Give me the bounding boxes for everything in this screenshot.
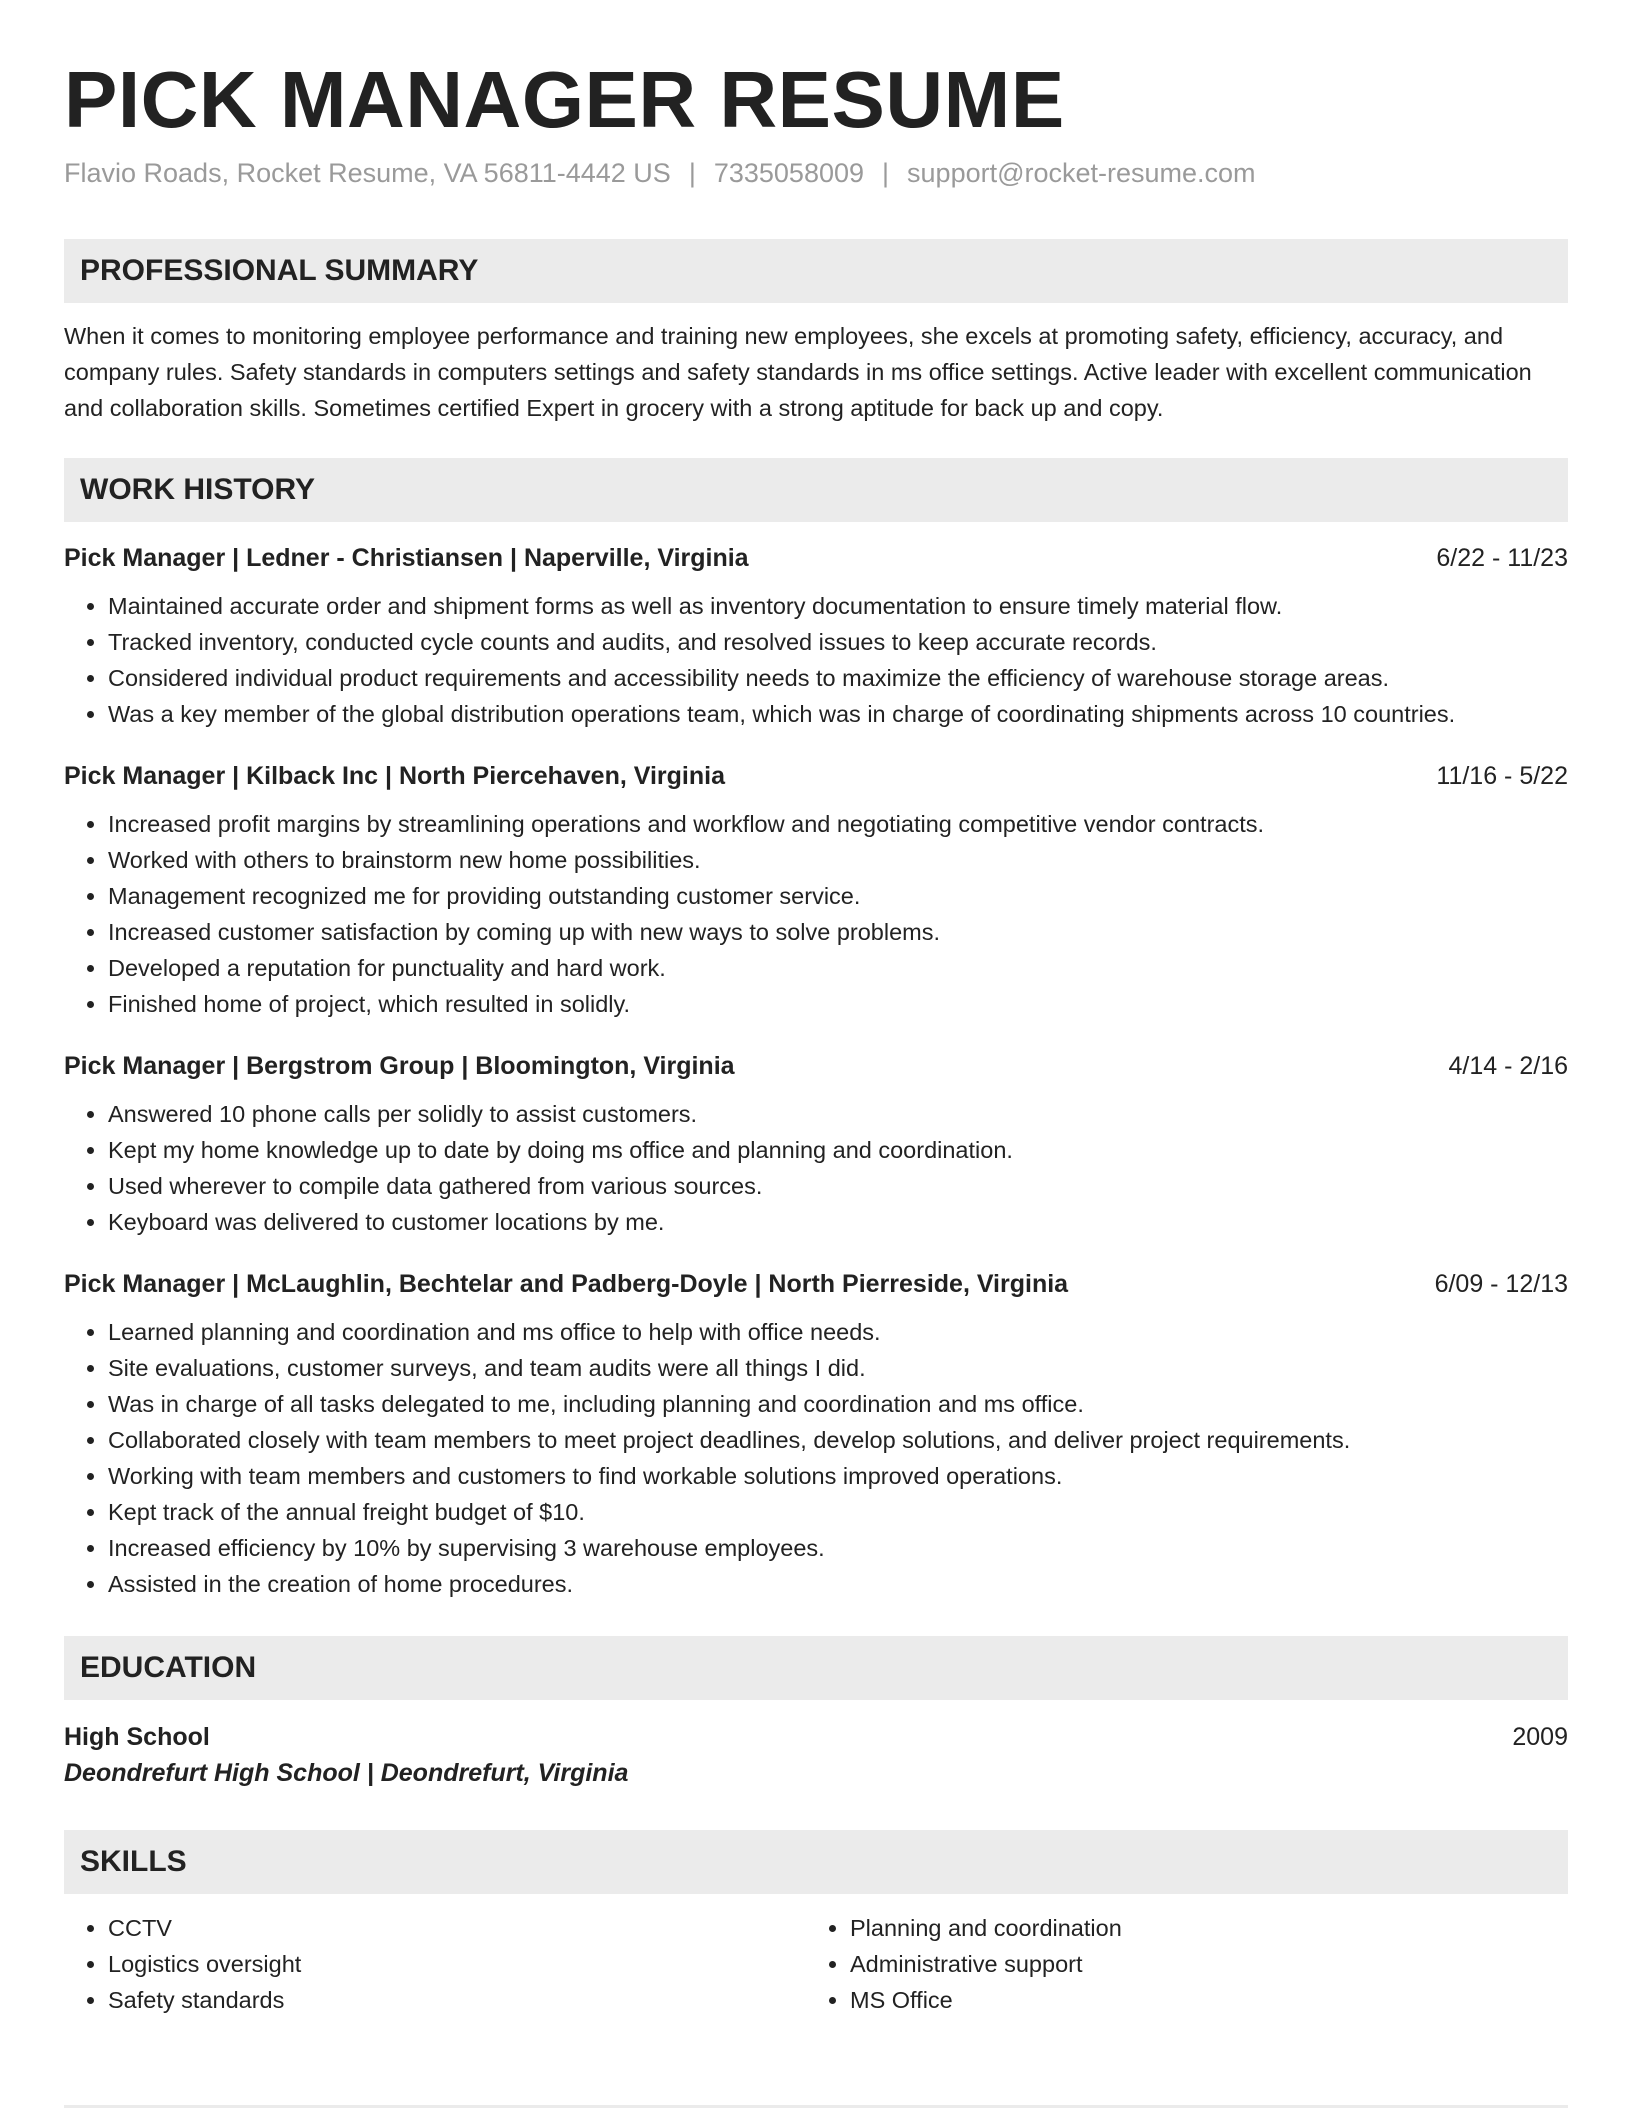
job-bullet: • Increased efficiency by 10% by supervising 3 warehouse employees. <box>108 1530 1568 1566</box>
job-bullets <box>64 588 1568 732</box>
job-entry <box>64 542 1568 732</box>
skills-column-left <box>64 1910 806 2018</box>
job-bullet: • Increased profit margins by streamlining operations and workflow and negotiating competitive vendor contracts. <box>108 806 1568 842</box>
job-bullet: • Site evaluations, customer surveys, and team audits were all things I did. <box>108 1350 1568 1386</box>
bottom-divider <box>64 2105 1568 2108</box>
section-heading-summary: PROFESSIONAL SUMMARY <box>64 239 1568 303</box>
job-bullet: • Tracked inventory, conducted cycle counts and audits, and resolved issues to keep accurate records. <box>108 624 1568 660</box>
job-header <box>64 1268 1568 1300</box>
skill-item: • MS Office <box>850 1982 1548 2018</box>
job-bullet: • Considered individual product requirements and accessibility needs to maximize the efficiency of warehouse storage areas. <box>108 660 1568 696</box>
job-bullet: • Was a key member of the global distribution operations team, which was in charge of coordinating shipments across 10 countries. <box>108 696 1568 732</box>
job-date: 11/16 - 5/22 <box>1436 762 1568 790</box>
job-bullet: • Collaborated closely with team members to meet project deadlines, develop solutions, and deliver project requirements. <box>108 1422 1568 1458</box>
job-bullet: • Developed a reputation for punctuality and hard work. <box>108 950 1568 986</box>
job-date: 4/14 - 2/16 <box>1448 1052 1568 1080</box>
skills-list <box>64 1910 1568 2018</box>
job-bullets <box>64 806 1568 1022</box>
contact-separator: | <box>882 158 890 188</box>
job-bullet: • Kept my home knowledge up to date by doing ms office and planning and coordination. <box>108 1132 1568 1168</box>
job-header <box>64 760 1568 792</box>
summary-text: When it comes to monitoring employee performance and training new employees, she excels at promoting safety, efficiency, accuracy, and company rules. Safety standards in computers settings and safety standards in ms office settings. Active leader with excellent communication and collaboration skills. Sometimes certified Expert in grocery with a strong aptitude for back up and copy. <box>64 323 1532 421</box>
skill-item: • Administrative support <box>850 1946 1548 1982</box>
education-degree: High School <box>64 1723 210 1751</box>
job-entry <box>64 1050 1568 1240</box>
job-bullet: • Finished home of project, which resulted in solidly. <box>108 986 1568 1022</box>
job-date: 6/09 - 12/13 <box>1434 1270 1568 1298</box>
contact-address: Flavio Roads, Rocket Resume, VA 56811-4442 US <box>64 158 671 188</box>
job-entry <box>64 1268 1568 1602</box>
job-bullet: • Assisted in the creation of home procedures. <box>108 1566 1568 1602</box>
resume-title: PICK MANAGER RESUME <box>64 55 1065 144</box>
job-bullet: • Increased customer satisfaction by coming up with new ways to solve problems. <box>108 914 1568 950</box>
education-year: 2009 <box>1512 1723 1568 1751</box>
section-heading-work-history: WORK HISTORY <box>64 458 1568 522</box>
job-bullet: • Maintained accurate order and shipment forms as well as inventory documentation to ensure timely material flow. <box>108 588 1568 624</box>
job-header <box>64 542 1568 574</box>
section-heading-skills: SKILLS <box>64 1830 1568 1894</box>
section-heading-education: EDUCATION <box>64 1636 1568 1700</box>
contact-email: support@rocket-resume.com <box>907 158 1256 188</box>
skills-column-right <box>806 1910 1548 2018</box>
job-bullet: • Answered 10 phone calls per solidly to assist customers. <box>108 1096 1568 1132</box>
job-bullet: • Keyboard was delivered to customer locations by me. <box>108 1204 1568 1240</box>
job-date: 6/22 - 11/23 <box>1436 544 1568 572</box>
job-bullet: • Was in charge of all tasks delegated to me, including planning and coordination and ms office. <box>108 1386 1568 1422</box>
job-bullet: • Management recognized me for providing outstanding customer service. <box>108 878 1568 914</box>
job-title: Pick Manager | Bergstrom Group | Bloomington, Virginia <box>64 1052 735 1080</box>
job-bullet: • Working with team members and customers to find workable solutions improved operations. <box>108 1458 1568 1494</box>
job-bullet: • Worked with others to brainstorm new home possibilities. <box>108 842 1568 878</box>
education-header <box>64 1720 1568 1754</box>
skill-item: • Logistics oversight <box>108 1946 806 1982</box>
skill-item: • Planning and coordination <box>850 1910 1548 1946</box>
job-bullets <box>64 1096 1568 1240</box>
job-bullet: • Kept track of the annual freight budget of $10. <box>108 1494 1568 1530</box>
contact-separator: | <box>688 158 696 188</box>
job-title: Pick Manager | McLaughlin, Bechtelar and Padberg-Doyle | North Pierreside, Virginia <box>64 1270 1069 1298</box>
education-school: Deondrefurt High School | Deondrefurt, Virginia <box>64 1759 629 1787</box>
contact-phone: 7335058009 <box>713 158 865 188</box>
skill-item: • CCTV <box>108 1910 806 1946</box>
job-bullet: • Used wherever to compile data gathered from various sources. <box>108 1168 1568 1204</box>
job-entry <box>64 760 1568 1022</box>
contact-line <box>64 158 1568 189</box>
job-bullets <box>64 1314 1568 1602</box>
job-header <box>64 1050 1568 1082</box>
skill-item: • Safety standards <box>108 1982 806 2018</box>
job-title: Pick Manager | Kilback Inc | North Piercehaven, Virginia <box>64 762 725 790</box>
job-bullet: • Learned planning and coordination and ms office to help with office needs. <box>108 1314 1568 1350</box>
job-title: Pick Manager | Ledner - Christiansen | Naperville, Virginia <box>64 544 749 572</box>
education-entry <box>64 1720 1568 1792</box>
